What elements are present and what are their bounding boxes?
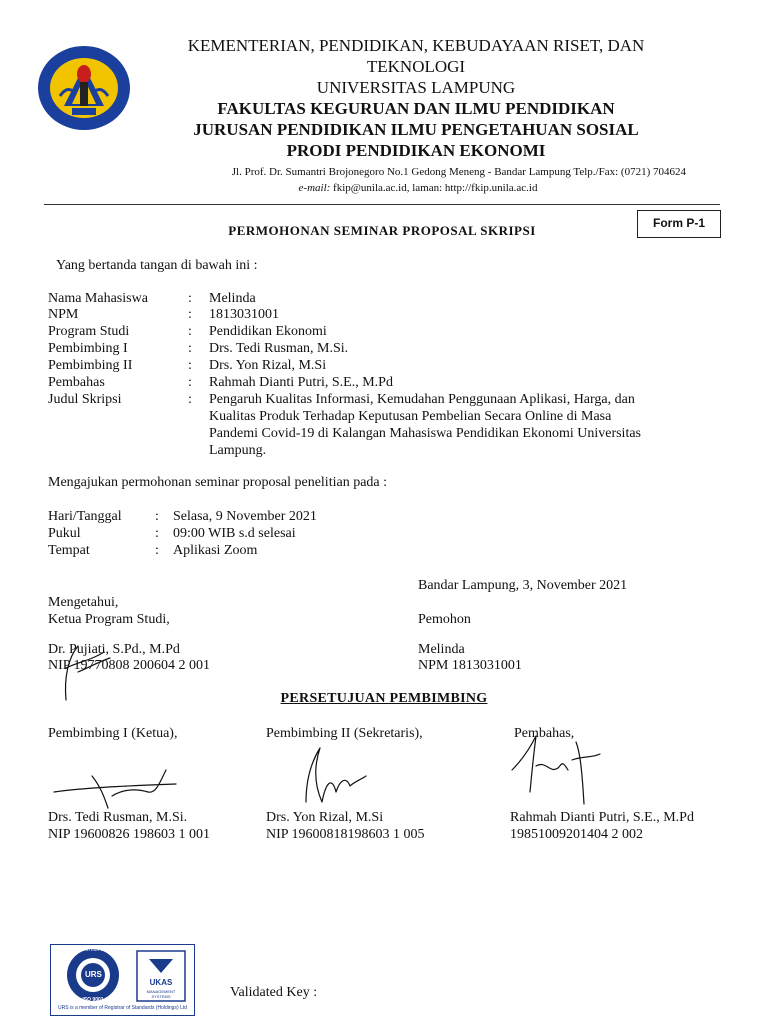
program-name: PRODI PENDIDIKAN EKONOMI <box>286 141 546 160</box>
pembimbing-1-signature <box>52 762 182 812</box>
pembahas-signature <box>506 730 606 810</box>
head-name: Dr. Pujiati, S.Pd., M.Pd <box>48 642 180 657</box>
request-text: Mengajukan permohonan seminar proposal penelitian pada : <box>48 475 388 490</box>
head-title: Ketua Program Studi, <box>48 612 170 627</box>
faculty-name: FAKULTAS KEGURUAN DAN ILMU PENDIDIKAN <box>217 99 615 118</box>
university-name: UNIVERSITAS LAMPUNG <box>316 78 516 97</box>
known-by: Mengetahui, <box>48 595 119 610</box>
contact-line <box>150 182 686 194</box>
cert-urs-mark: URS <box>85 970 102 979</box>
department-name: JURUSAN PENDIDIKAN ILMU PENGETAHUAN SOSIAL <box>193 120 639 139</box>
form-code: Form P-1 <box>652 216 705 230</box>
pembimbing-2-signature <box>292 742 372 812</box>
applicant-npm: NPM 1813031001 <box>418 658 522 673</box>
ministry-line-1: KEMENTERIAN, PENDIDIKAN, KEBUDAYAAN RISET, DAN <box>187 36 645 55</box>
address-line: Jl. Prof. Dr. Sumantri Brojonegoro No.1 Gedong Meneng - Bandar Lampung Telp./Fax: (0721) 704624 <box>231 166 686 178</box>
cert-caption: URS is a member of Registrar of Standards (Holdings) Ltd <box>58 1005 187 1011</box>
cert-urs-text: UNITED REGISTRAR OF SYSTEMS <box>59 947 127 952</box>
approval-title: PERSETUJUAN PEMBIMBING <box>280 691 488 706</box>
header-divider <box>44 204 720 205</box>
head-nip: NIP 19770808 200604 2 001 <box>48 658 211 673</box>
cert-ukas-text: UKAS <box>149 978 173 987</box>
intro-text: Yang bertanda tangan di bawah ini : <box>56 258 258 273</box>
cert-ukas-sub: MANAGEMENT SYSTEMS <box>146 989 176 999</box>
signer-role: Pembimbing II (Sekretaris), <box>266 726 423 741</box>
form-title: PERMOHONAN SEMINAR PROPOSAL SKRIPSI <box>228 223 536 238</box>
thesis-line: Pandemi Covid-19 di Kalangan Mahasiswa Pendidikan Ekonomi Universitas <box>209 426 641 441</box>
email-web: fkip@unila.ac.id, laman: http://fkip.unila.ac.id <box>330 182 538 194</box>
certification-badge <box>50 944 195 1016</box>
signer-name: Rahmah Dianti Putri, S.E., M.Pd <box>510 810 694 825</box>
thesis-line: Lampung. <box>209 443 267 458</box>
signer-role: Pembahas, <box>514 726 575 741</box>
validated-key: Validated Key : <box>230 985 318 1000</box>
signer-nip: 19851009201404 2 002 <box>510 827 643 842</box>
applicant-name: Melinda <box>418 642 465 657</box>
email-label: e-mail: <box>298 182 331 194</box>
signer-name: Drs. Tedi Rusman, M.Si. <box>48 810 188 825</box>
university-logo <box>36 44 132 132</box>
ministry-line-2: TEKNOLOGI <box>366 57 466 76</box>
signer-role: Pembimbing I (Ketua), <box>48 726 178 741</box>
ministry-heading <box>140 35 692 161</box>
signer-name: Drs. Yon Rizal, M.Si <box>266 810 384 825</box>
applicant-title: Pemohon <box>418 612 471 627</box>
thesis-line: Kualitas Produk Terhadap Keputusan Pembelian Secara Online di Masa <box>209 409 612 424</box>
thesis-line: Pengaruh Kualitas Informasi, Kemudahan Penggunaan Aplikasi, Harga, dan <box>209 392 635 407</box>
place-date: Bandar Lampung, 3, November 2021 <box>418 578 628 593</box>
signer-nip: NIP 19600826 198603 1 001 <box>48 827 211 842</box>
cert-iso-text: ISO 9001 <box>82 997 104 1003</box>
signer-nip: NIP 19600818198603 1 005 <box>266 827 425 842</box>
form-code-box <box>637 210 721 238</box>
